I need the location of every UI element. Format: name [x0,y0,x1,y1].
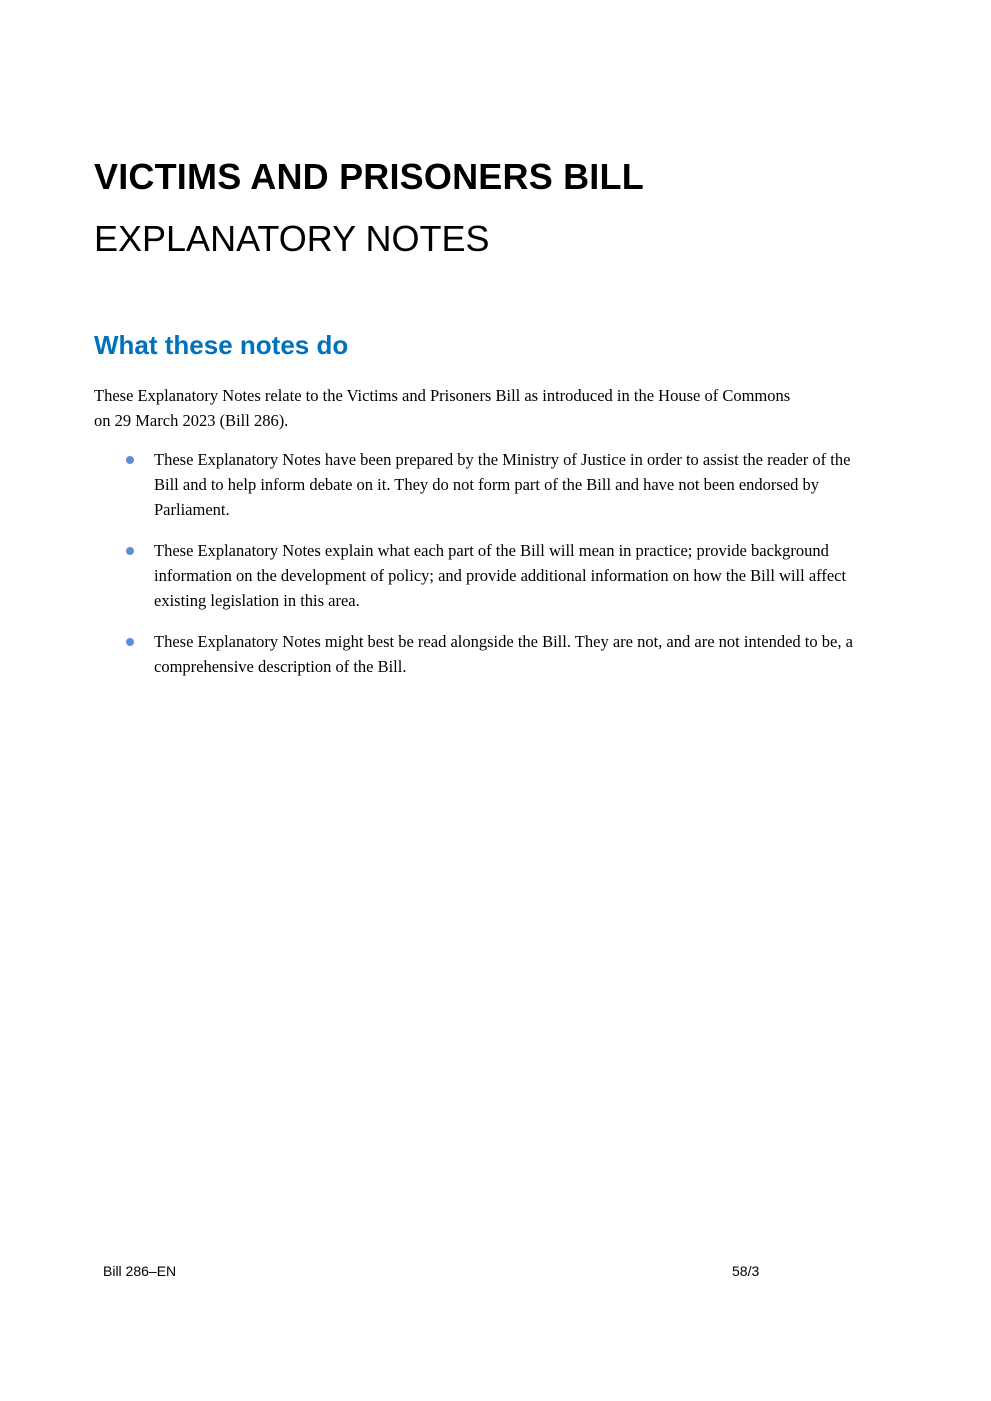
list-item-text: These Explanatory Notes have been prepared by the Ministry of Justice in order to assist the reader of the Bill and to help inform debate on it. They do not form part of the Bill and have not been endorsed by Parliament. [154,450,851,519]
section-heading: What these notes do [94,330,349,360]
bullet-icon [126,547,134,555]
intro-paragraph: These Explanatory Notes relate to the Victims and Prisoners Bill as introduced in the House of Commons on 29 March 2023 (Bill 286). [94,386,791,430]
footer-bill-number: Bill 286–EN [103,1263,177,1279]
list-item-text: These Explanatory Notes explain what each part of the Bill will mean in practice; provide background information on the development of policy; and provide additional information on how the Bill will affect existing legislation in this area. [154,541,847,610]
document-title: VICTIMS AND PRISONERS BILL [94,156,644,197]
footer-reference: 58/3 [732,1263,760,1279]
list-item [0,538,854,613]
list-item [0,447,854,522]
document-subtitle: EXPLANATORY NOTES [94,218,490,259]
bullet-list [0,447,991,695]
list-item-text: These Explanatory Notes might best be read alongside the Bill. They are not, and are not intended to be, a comprehensive description of the Bill. [154,632,853,676]
bullet-icon [126,638,134,646]
bullet-icon [126,456,134,464]
list-item [0,629,854,679]
